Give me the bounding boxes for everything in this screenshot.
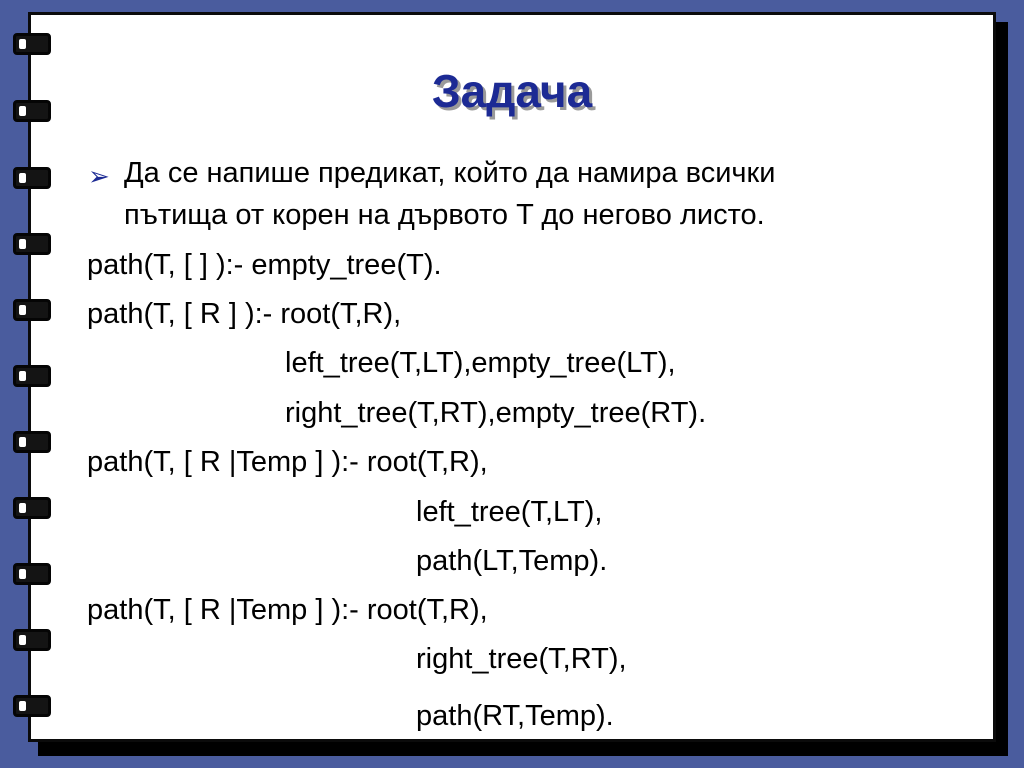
code-line: path(T, [ ] ):- empty_tree(T). [87,249,442,281]
binding-ring-icon [13,167,51,189]
code-line: path(T, [ R |Temp ] ):- root(T,R), [87,446,488,478]
binding-ring-icon [13,299,51,321]
task-text-line-1: Да се напише предикат, който да намира всички [124,157,776,189]
code-line: path(T, [ R ] ):- root(T,R), [87,298,402,330]
slide-title: Задача [431,65,593,117]
task-text-line-2: пътища от корен на дървото T до негово листо. [124,199,765,231]
binding-ring-icon [13,33,51,55]
binding-ring-icon [13,431,51,453]
binding-ring-icon [13,365,51,387]
code-line: path(T, [ R |Temp ] ):- root(T,R), [87,594,488,626]
code-line: right_tree(T,RT),empty_tree(RT). [285,397,707,429]
code-line: right_tree(T,RT), [416,643,627,675]
code-line: path(LT,Temp). [416,545,608,577]
binding-ring-icon [13,695,51,717]
arrow-bullet-icon: ➢ [88,162,110,192]
binding-ring-icon [13,233,51,255]
binding-ring-icon [13,563,51,585]
code-line: left_tree(T,LT),empty_tree(LT), [285,347,676,379]
binding-ring-icon [13,497,51,519]
binding-ring-icon [13,629,51,651]
code-line: path(RT,Temp). [416,700,614,732]
code-line: left_tree(T,LT), [416,496,603,528]
